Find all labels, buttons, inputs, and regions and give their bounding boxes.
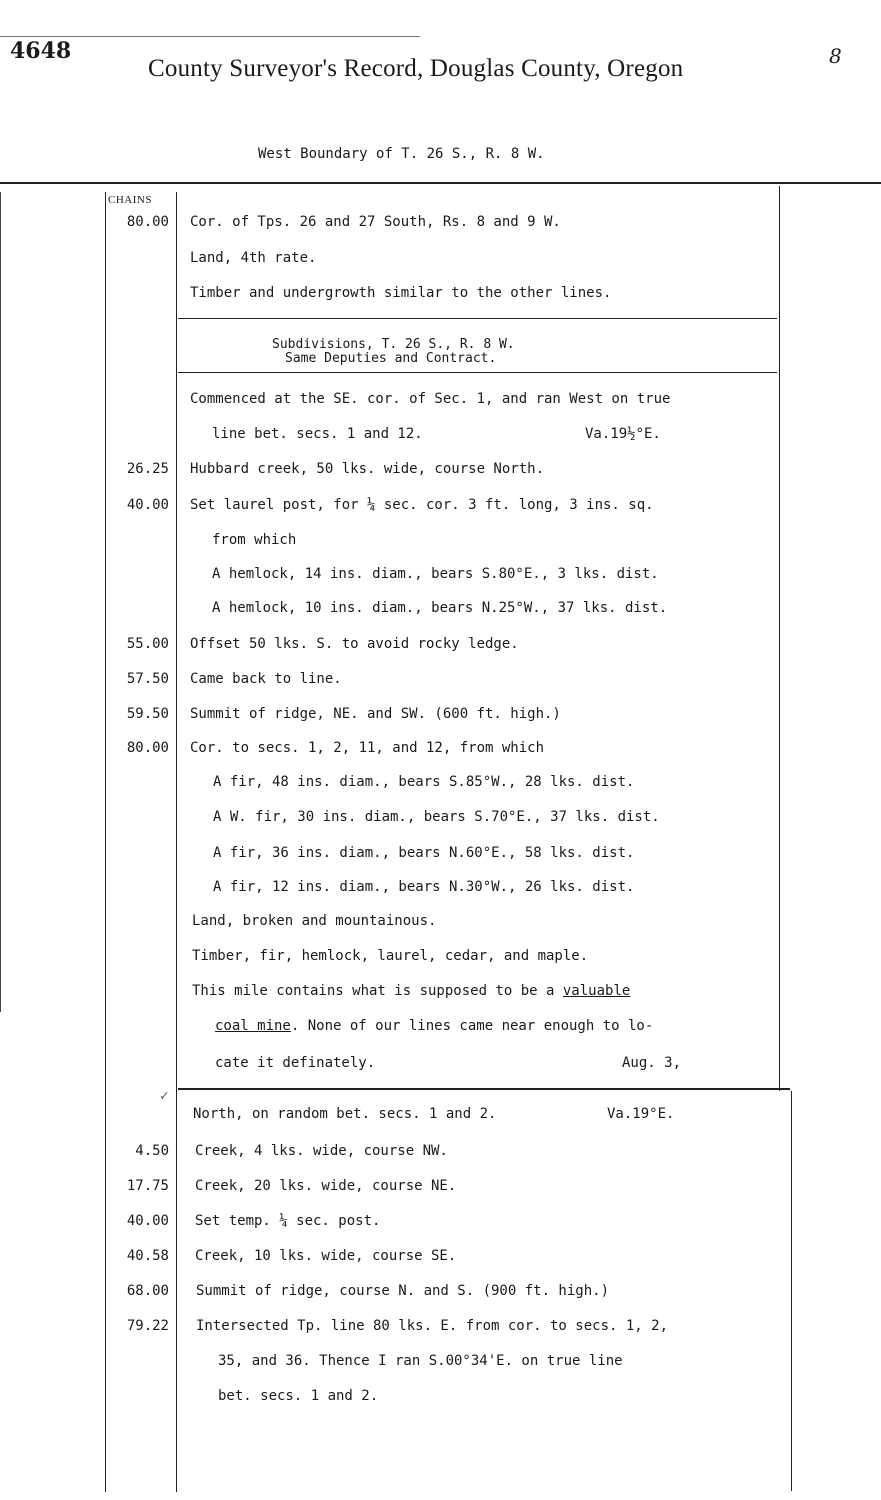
date-note: Aug. 3, (622, 1055, 682, 1071)
entry-text: Creek, 4 lks. wide, course NW. (195, 1143, 448, 1159)
entry-text: Land, 4th rate. (190, 250, 317, 266)
entry-text: bet. secs. 1 and 2. (218, 1388, 379, 1404)
entry-text: Set temp. ¼ sec. post. (195, 1213, 381, 1229)
page-number-left: 4648 (10, 38, 72, 64)
entry-text (215, 1018, 653, 1034)
entry-text: A hemlock, 10 ins. diam., bears N.25°W., 37 lks. dist. (212, 600, 668, 616)
table-row (0, 250, 881, 280)
entry-text: Cor. to secs. 1, 2, 11, and 12, from which (190, 740, 545, 756)
document-subtitle: West Boundary of T. 26 S., R. 8 W. (258, 146, 545, 162)
page-number-right: 8 (829, 44, 842, 68)
entry-text: Offset 50 lks. S. to avoid rocky ledge. (190, 636, 519, 652)
entry-text: Creek, 10 lks. wide, course SE. (195, 1248, 457, 1264)
chains-heading: CHAINS (108, 194, 152, 206)
entry-text: Hubbard creek, 50 lks. wide, course North. (190, 461, 545, 477)
entry-text: Commenced at the SE. cor. of Sec. 1, and ran West on true (190, 391, 671, 407)
entry-text: Creek, 20 lks. wide, course NE. (195, 1178, 457, 1194)
entry-text: from which (212, 532, 297, 548)
table-row (0, 671, 881, 701)
chain-value: 57.50 (126, 671, 169, 687)
table-row (0, 879, 881, 909)
entry-text: Came back to line. (190, 671, 342, 687)
section-rule (178, 372, 777, 373)
chain-value: 80.00 (126, 214, 169, 230)
table-row (0, 1213, 881, 1243)
chain-value: 40.00 (126, 497, 169, 513)
table-row (0, 1353, 881, 1383)
entry-text: Summit of ridge, course N. and S. (900 ft. high.) (196, 1283, 610, 1299)
table-row (0, 426, 881, 456)
entry-text: A fir, 36 ins. diam., bears N.60°E., 58 lks. dist. (213, 845, 635, 861)
table-row (0, 532, 881, 562)
table-row (0, 1143, 881, 1173)
entry-text (192, 983, 630, 999)
entry-text: A hemlock, 14 ins. diam., bears S.80°E., 3 lks. dist. (212, 566, 659, 582)
chain-value: 59.50 (126, 706, 169, 722)
section-rule (178, 318, 777, 319)
chain-value: 68.00 (126, 1283, 169, 1299)
table-row (0, 809, 881, 839)
table-row (0, 1055, 881, 1085)
table-row (0, 1018, 881, 1048)
table-row (0, 1318, 881, 1348)
table-row (0, 948, 881, 978)
entry-text: cate it definately. (215, 1055, 376, 1071)
table-row (0, 285, 881, 315)
entry-text: Intersected Tp. line 80 lks. E. from cor. to secs. 1, 2, (196, 1318, 669, 1334)
table-row (0, 913, 881, 943)
table-row (0, 1283, 881, 1313)
table-row (0, 636, 881, 666)
subdivision-heading: Subdivisions, T. 26 S., R. 8 W. (272, 337, 515, 352)
variation-note: Va.19½°E. (585, 426, 661, 442)
section-rule (178, 1088, 790, 1090)
entry-text: 35, and 36. Thence I ran S.00°34'E. on true line (218, 1353, 623, 1369)
entry-text: A fir, 48 ins. diam., bears S.85°W., 28 lks. dist. (213, 774, 635, 790)
table-row (0, 774, 881, 804)
underlined-text: valuable (562, 983, 631, 999)
entry-text-part: This mile contains what is supposed to be a (192, 983, 563, 999)
variation-note: Va.19°E. (607, 1106, 675, 1122)
table-row (0, 983, 881, 1013)
table-row (0, 1388, 881, 1418)
page-title: County Surveyor's Record, Douglas County, Oregon (148, 55, 684, 82)
check-mark: ✓ (160, 1088, 169, 1104)
table-row (0, 600, 881, 630)
entry-text: Timber and undergrowth similar to the other lines. (190, 285, 612, 301)
entry-text: A fir, 12 ins. diam., bears N.30°W., 26 lks. dist. (213, 879, 635, 895)
entry-text: A W. fir, 30 ins. diam., bears S.70°E., 37 lks. dist. (213, 809, 660, 825)
chain-value: 4.50 (135, 1143, 169, 1159)
table-row (0, 566, 881, 596)
chain-value: 55.00 (126, 636, 169, 652)
entry-text: line bet. secs. 1 and 12. (212, 426, 423, 442)
table-row (0, 740, 881, 770)
table-row (0, 461, 881, 491)
entry-text: Land, broken and mountainous. (192, 913, 437, 929)
table-row (0, 1178, 881, 1208)
entry-text: North, on random bet. secs. 1 and 2. (193, 1106, 497, 1122)
chain-value: 80.00 (126, 740, 169, 756)
table-row (0, 497, 881, 527)
table-row (0, 1106, 881, 1136)
entry-text: Cor. of Tps. 26 and 27 South, Rs. 8 and 9 W. (190, 214, 561, 230)
chain-value: 40.00 (126, 1213, 169, 1229)
table-top-rule (0, 182, 881, 184)
table-row (0, 214, 881, 244)
chain-value: 26.25 (126, 461, 169, 477)
table-row (0, 1248, 881, 1278)
header-rule (0, 36, 420, 37)
chain-value: 79.22 (126, 1318, 169, 1334)
underlined-text: coal mine (215, 1018, 291, 1034)
table-row (0, 391, 881, 421)
chain-value: 17.75 (126, 1178, 169, 1194)
table-row (0, 706, 881, 736)
table-row (0, 845, 881, 875)
entry-text: Summit of ridge, NE. and SW. (600 ft. high.) (190, 706, 561, 722)
entry-text: Timber, fir, hemlock, laurel, cedar, and maple. (192, 948, 589, 964)
chain-value: 40.58 (126, 1248, 169, 1264)
entry-text: Set laurel post, for ¼ sec. cor. 3 ft. long, 3 ins. sq. (190, 497, 654, 513)
entry-text-part: . None of our lines came near enough to lo- (290, 1018, 654, 1034)
subdivision-subheading: Same Deputies and Contract. (285, 351, 497, 366)
